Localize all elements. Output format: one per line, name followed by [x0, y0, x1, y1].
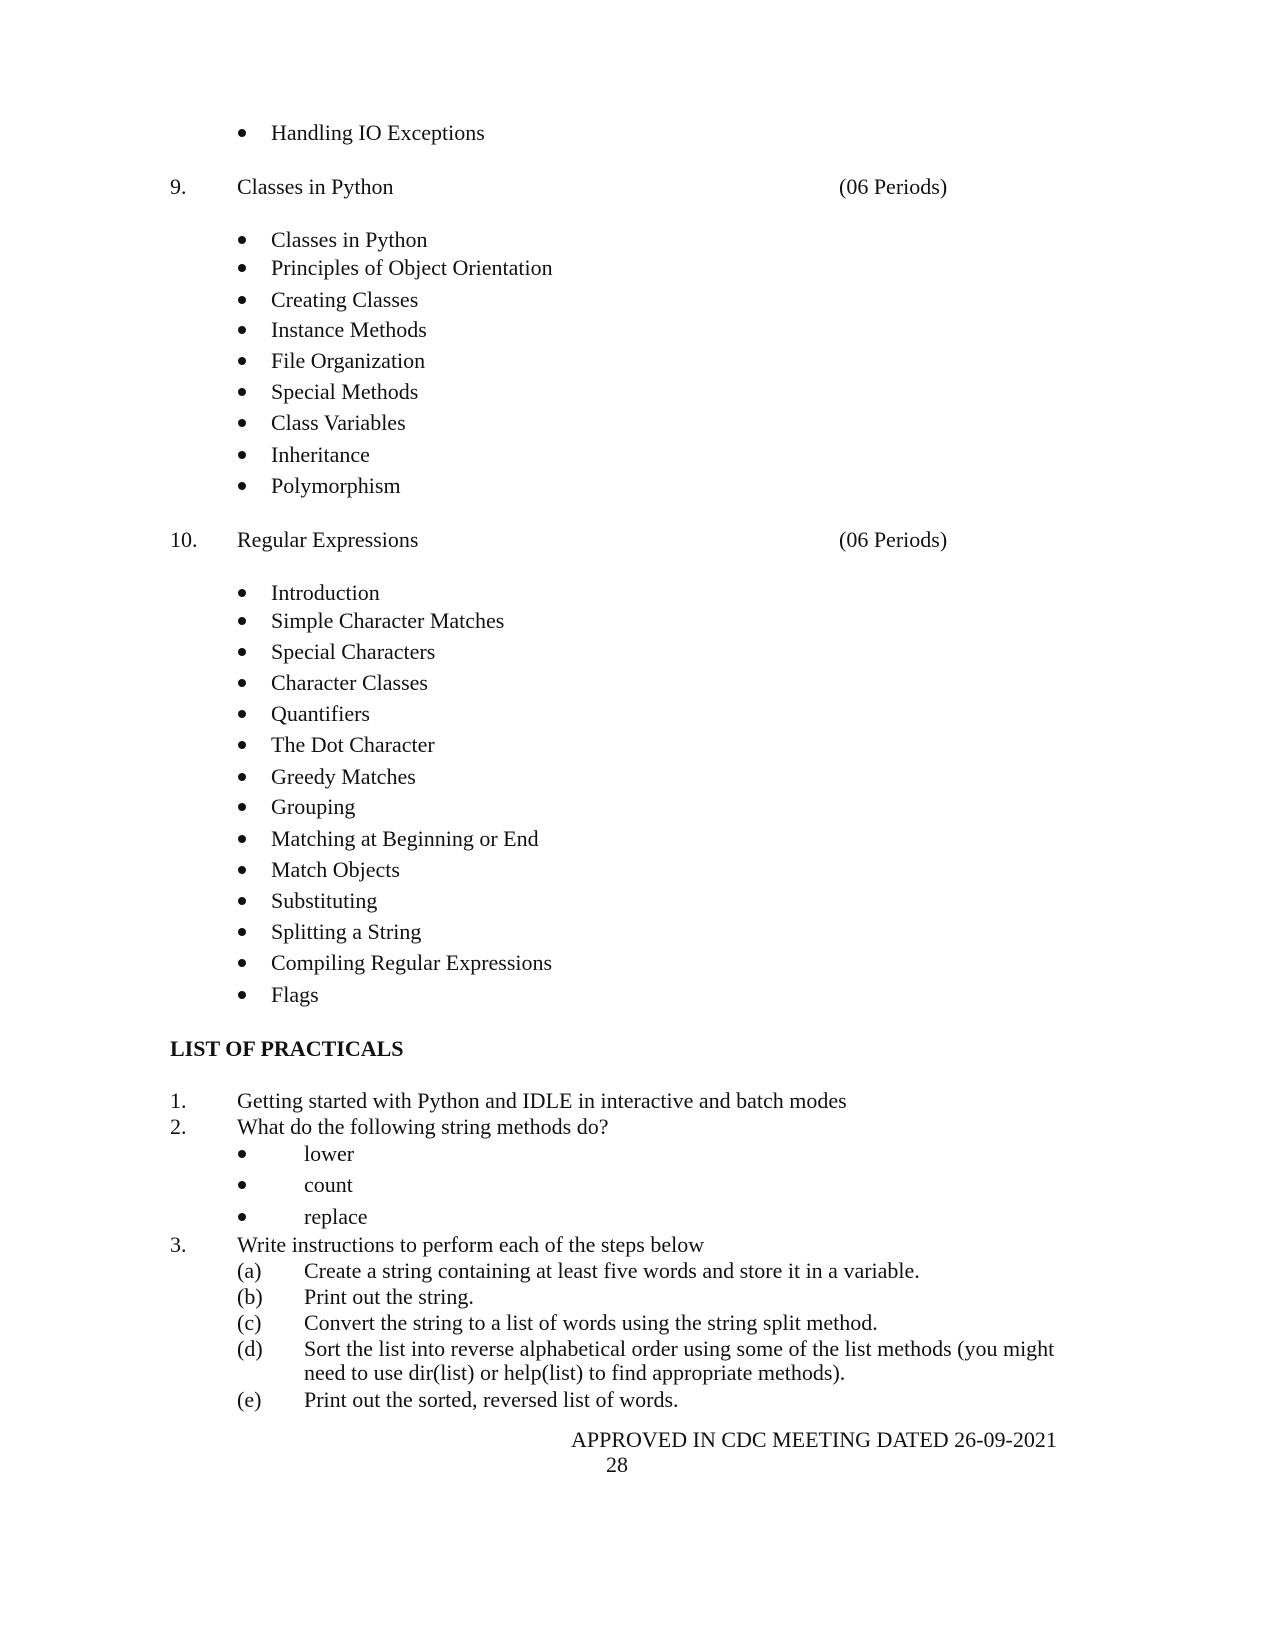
method-item: count — [304, 1172, 353, 1197]
step-label: (c) — [237, 1310, 262, 1335]
list-item: Splitting a String — [271, 919, 422, 944]
bullet-icon — [238, 388, 246, 396]
bullet-icon — [238, 710, 246, 718]
bullet-icon — [238, 741, 246, 749]
list-item: Substituting — [271, 888, 378, 913]
list-item: Principles of Object Orientation — [271, 255, 553, 280]
bullet-icon — [238, 803, 246, 811]
bullet-icon — [238, 419, 246, 427]
bullet-icon — [238, 1181, 246, 1189]
step-label: (e) — [237, 1387, 262, 1412]
practical-text: What do the following string methods do? — [237, 1114, 609, 1139]
method-item: lower — [304, 1141, 355, 1166]
list-item: Special Characters — [271, 639, 436, 664]
list-item: Matching at Beginning or End — [271, 826, 539, 851]
bullet-icon — [238, 835, 246, 843]
list-item: Handling IO Exceptions — [271, 120, 485, 145]
step-text-continued: need to use dir(list) or help(list) to find appropriate methods). — [304, 1360, 846, 1385]
step-label: (d) — [237, 1336, 263, 1361]
bullet-icon — [238, 1213, 246, 1221]
method-item: replace — [304, 1204, 368, 1229]
step-text: Convert the string to a list of words using the string split method. — [304, 1310, 878, 1335]
section-title: Classes in Python — [237, 174, 394, 199]
list-item: Instance Methods — [271, 317, 427, 342]
bullet-icon — [238, 236, 246, 244]
list-item: Class Variables — [271, 410, 406, 435]
bullet-icon — [238, 928, 246, 936]
bullet-icon — [238, 482, 246, 490]
bullet-icon — [238, 1150, 246, 1158]
list-item: Inheritance — [271, 442, 370, 467]
list-item: Introduction — [271, 580, 380, 605]
list-item: Creating Classes — [271, 287, 419, 312]
step-text: Create a string containing at least five words and store it in a variable. — [304, 1258, 920, 1283]
bullet-icon — [238, 129, 246, 137]
page-number: 28 — [606, 1452, 628, 1477]
list-item: Character Classes — [271, 670, 428, 695]
step-text: Sort the list into reverse alphabetical order using some of the list methods (you might — [304, 1336, 1055, 1361]
bullet-icon — [238, 451, 246, 459]
list-item: Flags — [271, 982, 319, 1007]
step-text: Print out the sorted, reversed list of words. — [304, 1387, 679, 1412]
list-item: Greedy Matches — [271, 764, 416, 789]
step-label: (b) — [237, 1284, 263, 1309]
list-item: File Organization — [271, 348, 426, 373]
bullet-icon — [238, 959, 246, 967]
bullet-icon — [238, 897, 246, 905]
list-item: Quantifiers — [271, 701, 370, 726]
list-item: Polymorphism — [271, 473, 401, 498]
bullet-icon — [238, 357, 246, 365]
bullet-icon — [238, 296, 246, 304]
bullet-icon — [238, 648, 246, 656]
list-item: Simple Character Matches — [271, 608, 505, 633]
bullet-icon — [238, 264, 246, 272]
practical-number: 2. — [170, 1114, 187, 1139]
bullet-icon — [238, 866, 246, 874]
list-item: Grouping — [271, 794, 356, 819]
section-number: 9. — [170, 174, 187, 199]
list-item: Special Methods — [271, 379, 419, 404]
list-item: Classes in Python — [271, 227, 428, 252]
practical-number: 3. — [170, 1232, 187, 1257]
section-periods: (06 Periods) — [839, 174, 948, 199]
bullet-icon — [238, 991, 246, 999]
practical-text: Write instructions to perform each of the steps below — [237, 1232, 705, 1257]
practical-number: 1. — [170, 1088, 187, 1113]
practicals-heading: LIST OF PRACTICALS — [170, 1036, 404, 1061]
list-item: The Dot Character — [271, 732, 435, 757]
bullet-icon — [238, 589, 246, 597]
practical-text: Getting started with Python and IDLE in interactive and batch modes — [237, 1088, 847, 1113]
list-item: Match Objects — [271, 857, 400, 882]
bullet-icon — [238, 679, 246, 687]
section-number: 10. — [170, 527, 198, 552]
step-text: Print out the string. — [304, 1284, 474, 1309]
bullet-icon — [238, 326, 246, 334]
section-periods: (06 Periods) — [839, 527, 948, 552]
step-label: (a) — [237, 1258, 262, 1283]
bullet-icon — [238, 617, 246, 625]
bullet-icon — [238, 773, 246, 781]
list-item: Compiling Regular Expressions — [271, 950, 553, 975]
section-title: Regular Expressions — [237, 527, 419, 552]
approval-footer: APPROVED IN CDC MEETING DATED 26-09-2021 — [571, 1427, 1057, 1452]
